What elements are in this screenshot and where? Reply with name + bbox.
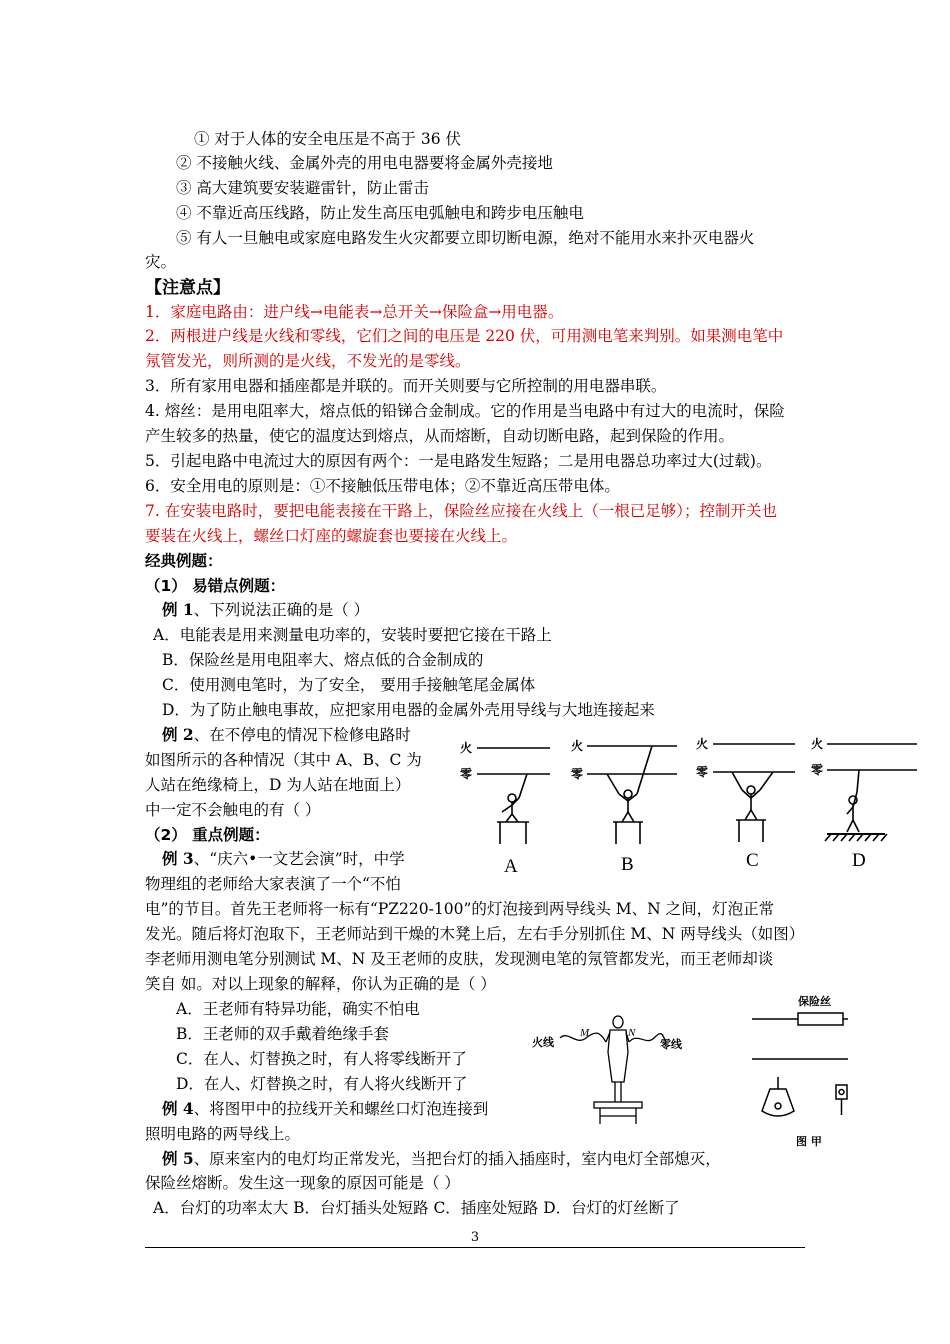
note-7-line-2: 要装在火线上，螺丝口灯座的螺旋套也要接在火线上。 <box>145 527 518 545</box>
note-3: 3．所有家用电器和插座都是并联的。而开关则要与它所控制的用电器串联。 <box>145 377 667 395</box>
example-3-option-b: B．王老师的双手戴着绝缘手套 <box>176 1025 389 1043</box>
example-5-line-1: 例 5、原来室内的电灯均正常发光，当把台灯的插入插座时，室内电灯全部熄灭， <box>162 1149 721 1168</box>
example-3-line-1: 例 3、“庆六•一文艺会演”时，中学 <box>162 849 405 868</box>
safety-item-2: ② 不接触火线、金属外壳的用电电器要将金属外壳接地 <box>176 154 553 172</box>
safety-item-5-cont: 灾。 <box>145 253 177 271</box>
fire-label-b: 火 <box>571 739 584 753</box>
letter-a: A <box>504 856 518 877</box>
example-1-option-d: D．为了防止触电事故，应把家用电器的金属外壳用导线与大地连接起来 <box>162 701 655 719</box>
example-4-line-2: 照明电路的两导线上。 <box>145 1125 301 1143</box>
example-5-options: A．台灯的功率太大 B．台灯插头处短路 C．插座处短路 D．台灯的灯丝断了 <box>153 1199 680 1217</box>
example-1-option-c: C．使用测电笔时，为了安全， 要用手接触笔尾金属体 <box>162 676 536 694</box>
example-3-line-3: 电”的节目。首先王老师将一标有“PZ220-100”的灯泡接到两导线头 M、N 之间，灯泡正常 <box>145 900 775 918</box>
example-3-line-5: 李老师用测电笔分别测试 M、N 及王老师的皮肤，发现测电笔的氖管都发光，而王老师却谈 <box>145 950 774 968</box>
wire-m-label: M <box>580 1027 590 1039</box>
note-4-line-1: 4. 熔丝：是用电阻率大，熔点低的铅锑合金制成。它的作用是当电路中有过大的电流时，保险 <box>145 402 785 420</box>
example-2-label: 例 2 <box>162 725 194 744</box>
example-2-line-1: 例 2、在不停电的情况下检修电路时 <box>162 725 411 744</box>
note-1: 1．家庭电路由：进户线→电能表→总开关→保险盒→用电器。 <box>145 303 564 321</box>
example-3-line-6: 笑自 如。对以上现象的解释，你认为正确的是（ ） <box>145 975 496 993</box>
example-2-line-3: 人站在绝缘椅上，D 为人站在地面上） <box>145 776 411 794</box>
note-2-line-1: 2．两根进户线是火线和零线，它们之间的电压是 220 伏，可用测电笔来判别。如果测电笔中 <box>145 327 784 345</box>
example-4-label: 例 4 <box>162 1099 194 1118</box>
examples-title: 经典例题： <box>145 552 223 570</box>
footer-rule <box>145 1247 805 1248</box>
safety-item-4: ④ 不靠近高压线路，防止发生高压电弧触电和跨步电压触电 <box>176 204 584 222</box>
example-3-option-a: A．王老师有特异功能，确实不怕电 <box>176 1000 420 1018</box>
screw-lamp-icon <box>762 1077 794 1116</box>
safety-item-3: ③ 高大建筑要安装避雷针，防止雷击 <box>176 179 429 197</box>
note-7-line-1: 7. 在安装电路时，要把电能表接在干路上，保险丝应接在火线上（一根已足够）；控制开关也 <box>145 502 777 520</box>
example-1-option-b: B．保险丝是用电阻率大、熔点低的合金制成的 <box>162 651 484 669</box>
page-number: 3 <box>470 1230 480 1245</box>
example-3-line-2: 物理组的老师给大家表演了一个“不怕 <box>145 875 401 893</box>
neutral-label-a: 零 <box>460 767 473 781</box>
safety-item-1: ① 对于人体的安全电压是不高于 36 伏 <box>194 130 462 148</box>
figure-touch-scenarios <box>455 730 925 880</box>
example-4-line-1: 例 4、将图甲中的拉线开关和螺丝口灯泡连接到 <box>162 1099 489 1118</box>
figure-jia <box>748 993 848 1153</box>
letter-c: C <box>746 850 759 871</box>
scenario-d <box>811 736 917 871</box>
neutral-label-b: 零 <box>571 767 584 781</box>
fuse-label: 保险丝 <box>798 995 831 1008</box>
fire-label-a: 火 <box>460 741 473 755</box>
section-easy-errors: （1） 易错点例题： <box>145 577 286 595</box>
section-key-examples: （2） 重点例题： <box>145 826 270 844</box>
scenario-b <box>571 738 677 875</box>
fire-wire-label: 火线 <box>532 1036 554 1049</box>
example-2-line-2: 如图所示的各种情况（其中 A、B、C 为 <box>145 751 422 769</box>
example-1-question: 例 1、下列说法正确的是（ ） <box>162 600 370 619</box>
example-1-label: 例 1 <box>162 600 194 619</box>
neutral-wire-label: 零线 <box>660 1038 682 1051</box>
figure-teacher-on-stool <box>530 1012 695 1127</box>
scenario-a <box>460 740 550 877</box>
note-6: 6．安全用电的原则是：①不接触低压带电体；②不靠近高压带电体。 <box>145 477 620 495</box>
pull-switch-icon <box>836 1085 847 1115</box>
example-1-option-a: A．电能表是用来测量电功率的，安装时要把它接在干路上 <box>153 626 552 644</box>
example-3-option-c: C．在人、灯替换之时，有人将零线断开了 <box>176 1050 467 1068</box>
neutral-label-c: 零 <box>696 765 709 779</box>
fuse-box <box>798 1013 843 1025</box>
example-3-line-4: 发光。随后将灯泡取下，王老师站到干燥的木凳上后，左右手分别抓住 M、N 两导线头（如图） <box>145 925 805 943</box>
example-3-label: 例 3 <box>162 849 194 868</box>
scenario-c <box>696 736 795 871</box>
safety-item-5: ⑤ 有人一旦触电或家庭电路发生火灾都要立即切断电源，绝对不能用水来扑灭电器火 <box>176 229 755 247</box>
note-4-line-2: 产生较多的热量，使它的温度达到熔点，从而熔断，自动切断电路，起到保险的作用。 <box>145 427 735 445</box>
example-5-label: 例 5 <box>162 1149 194 1168</box>
example-3-option-d: D．在人、灯替换之时，有人将火线断开了 <box>176 1075 468 1093</box>
neutral-label-d: 零 <box>811 763 824 777</box>
wire-n-label: N <box>628 1027 636 1039</box>
example-5-line-2: 保险丝熔断。发生这一现象的原因可能是（ ） <box>145 1174 460 1192</box>
figure-jia-caption: 图 甲 <box>796 1135 822 1148</box>
notes-title: 【注意点】 <box>145 278 230 298</box>
note-2-line-2: 氖管发光，则所测的是火线，不发光的是零线。 <box>145 352 471 370</box>
letter-b: B <box>621 854 634 875</box>
example-2-line-4: 中一定不会触电的有（ ） <box>145 801 321 819</box>
note-5: 5．引起电路中电流过大的原因有两个：一是电路发生短路；二是用电器总功率过大(过载)。 <box>145 452 772 470</box>
fire-label-d: 火 <box>811 737 824 751</box>
fire-label-c: 火 <box>696 737 709 751</box>
letter-d: D <box>852 850 866 871</box>
